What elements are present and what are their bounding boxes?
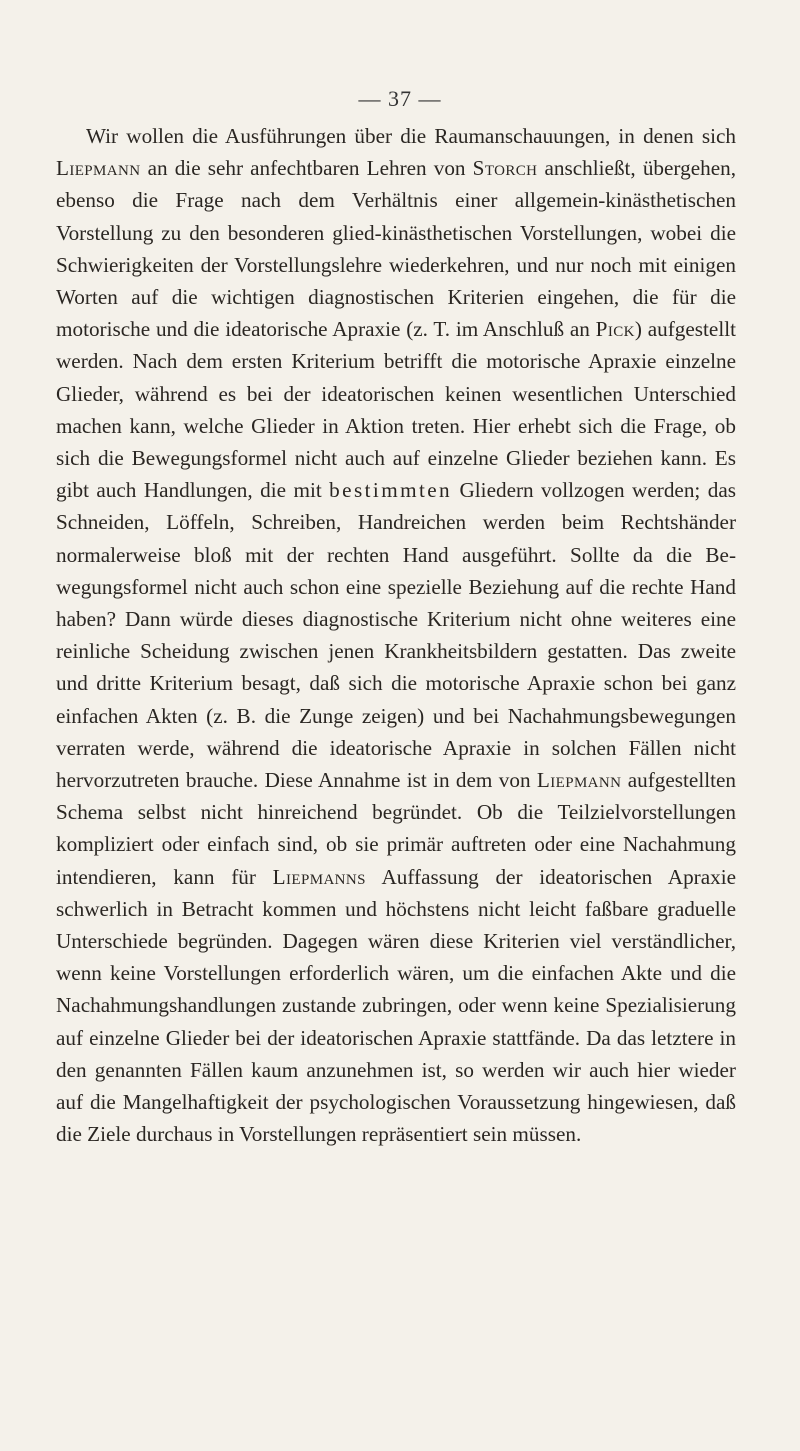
- text-segment: Wir wollen die Ausführungen über die Raumanschauungen, in denen sich: [86, 124, 736, 148]
- author-name: Liepmann: [536, 768, 622, 793]
- emphasized-word: bestimmten: [329, 478, 453, 503]
- author-name: Liepmann: [56, 156, 141, 181]
- author-name: Liepmanns: [272, 864, 366, 889]
- page-number: — 37 —: [358, 86, 442, 111]
- author-name: Pick: [595, 317, 635, 342]
- body-paragraph: [56, 120, 736, 1151]
- text-segment: an die sehr anfechtbaren Lehren von: [140, 156, 473, 181]
- text-segment: aufgestellten Schema selbst nicht hinreichend begründet. Ob die Teilzielvorstellungen kompliziert oder einfach sind, ob sie primär auftreten oder eine Nachahmung intendieren, kann für: [56, 768, 736, 889]
- text-segment: Gliedern vollzogen werden; das Schneiden, Löffeln, Schreiben, Handreichen werden beim Rechtshänder normalerweise bloß mit der rechten Hand ausgeführt. Sollte da die Bewegungsformel nicht auch schon eine spezielle Beziehung auf die rechte Hand haben? Dann würde dieses diagnostische Kriterium nicht ohne weiteres eine reinliche Scheidung zwischen jenen Krankheitsbildern gestatten. Das zweite und dritte Kriterium besagt, daß sich die motorische Apraxie schon bei ganz einfachen Akten (z. B. die Zunge zeigen) und bei Nachahmungsbewegungen verraten werde, während die ideatorische Apraxie in solchen Fällen nicht hervorzutreten brauche. Diese Annahme ist in dem von: [56, 478, 736, 793]
- text-segment: Auffassung der ideatorischen Apraxie schwerlich in Betracht kommen und höchstens nicht leicht faßbare graduelle Unterschiede begründen. Dagegen wären diese Kriterien viel verständlicher, wenn keine Vorstellungen erforderlich wären, um die einfachen Akte und die Nachahmungshandlungen zustande zubringen, oder wenn keine Spezialisierung auf einzelne Glieder bei der ideatorischen Apraxie stattfände. Da das letztere in den genannten Fällen kaum anzunehmen ist, so werden wir auch hier wieder auf die Mangelhaftigkeit der psychologischen Voraussetzung hingewiesen, daß die Ziele durchaus in Vorstellungen repräsentiert sein müssen.: [56, 864, 737, 1147]
- text-segment: anschließt, übergehen, ebenso die Frage nach dem Verhältnis einer allgemein-kinästhetischen Vorstellung zu den besonderen glied-kinästhetischen Vorstellungen, wobei die Schwierigkeiten der Vorstellungslehre wiederkehren, und nur noch mit einigen Worten auf die wichtigen diagnostischen Kriterien eingehen, die für die motorische und die ideatorische Apraxie (z. T. im Anschluß an: [56, 156, 736, 342]
- author-name: Storch: [472, 156, 538, 181]
- text-segment: ) aufgestellt werden. Nach dem ersten Kriterium betrifft die motorische Apraxie einzelne Glieder, während es bei der ideatorischen keinen wesentlichen Unterschied machen kann, welche Glieder in Aktion treten. Hier erhebt sich die Frage, ob sich die Bewegungsformel nicht auch auf einzelne Glieder beziehen kann. Es gibt auch Handlungen, die mit: [56, 317, 736, 503]
